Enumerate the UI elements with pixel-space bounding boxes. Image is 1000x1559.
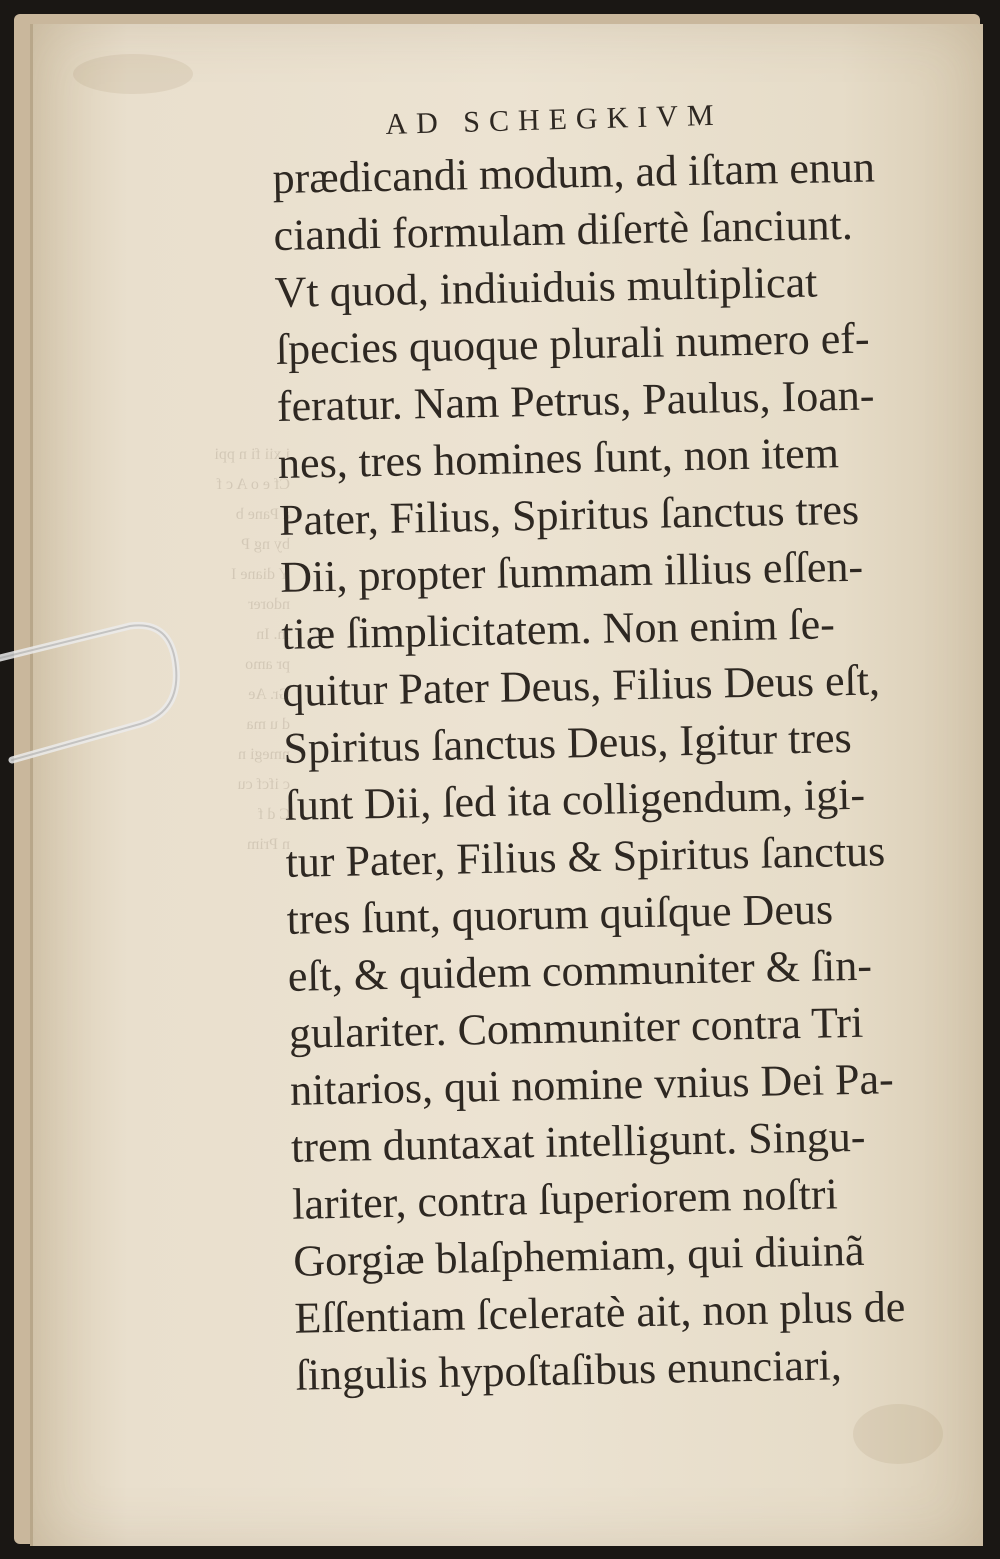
text-line: gulariter. Communiter contra Tri [288,997,864,1058]
text-line: ſingulis hypoſtaſibus enunciari, [295,1340,843,1400]
text-line: trem duntaxat intelligunt. Singu- [290,1111,866,1172]
text-line: quitur Pater Deus, Filius Deus eſt, [281,655,881,716]
text-line: Spiritus ſanctus Deus, Igitur tres [283,712,853,773]
text-line: tres ſunt, quorum quiſque Deus [286,884,834,944]
body-text [272,137,996,1404]
text-line: prædicandi modum, ad iſtam enun [272,142,876,203]
text-line: nitarios, qui nomine vnius Dei Pa- [289,1054,895,1115]
text-line: Gorgiæ blaſphemiam, qui diuinã [292,1225,865,1286]
text-line: nes, tres homines ſunt, non item [277,428,840,488]
text-line: feratur. Nam Petrus, Paulus, Ioan- [276,370,875,431]
text-line: tiæ ſimplicitatem. Non enim ſe- [280,599,836,659]
text-line: Vt quod, indiuiduis multiplicat [274,257,818,317]
text-line: eſt, & quidem communiter & ſin- [287,940,873,1001]
text-line: tur Pater, Filius & Spiritus ſanctus [285,826,886,887]
text-line: ſunt Dii, ſed ita colligendum, igi- [284,769,866,830]
paper-stain [73,54,193,94]
text-line: ciandi formulam diſertè ſanciunt. [273,199,854,260]
text-line: lariter, contra ſuperiorem noſtri [291,1169,839,1229]
text-line: Eſſentiam ſceleratè ait, non plus de [293,1282,906,1343]
text-line: Dii, propter ſummam illius eſſen- [279,541,864,602]
show-through-text: i xii fi n ppi Cf e o A c f a Pane b by ng P Y diane I ndorer in. In pr amo Gr. Ae d u ma nmegi n c ifcf cu C d f n Prim [214,446,290,853]
running-head: AD SCHEGKIVM [385,98,723,141]
paper-clip-icon [0,620,180,770]
paper-stain [853,1404,943,1464]
text-line: ſpecies quoque plurali numero ef- [275,313,870,374]
text-line: Pater, Filius, Spiritus ſanctus tres [278,484,860,545]
